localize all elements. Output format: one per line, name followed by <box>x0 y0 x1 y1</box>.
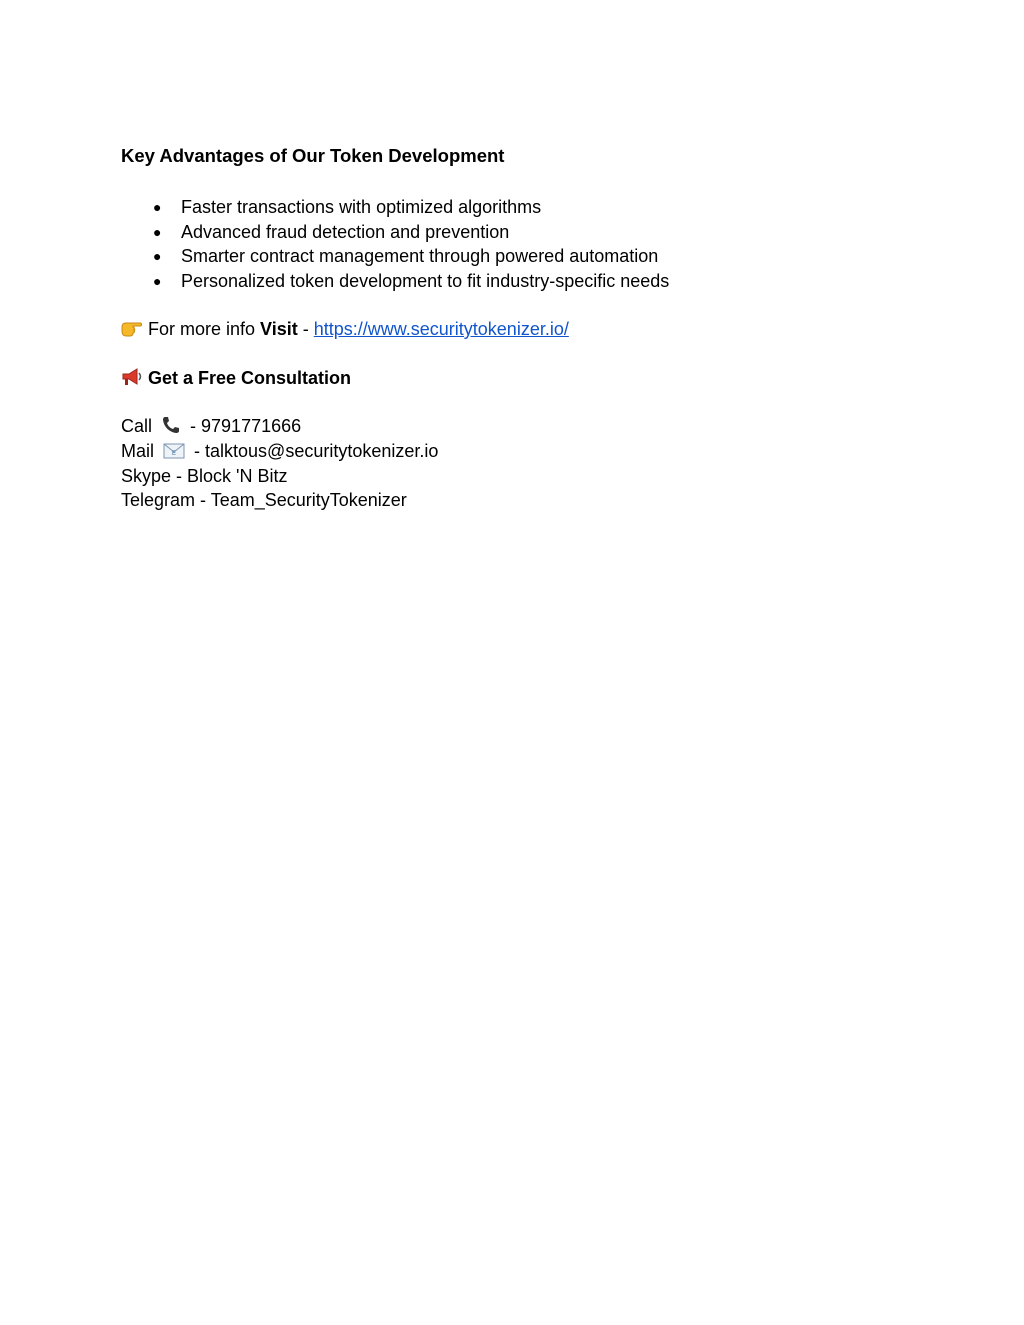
pointing-hand-icon <box>121 318 143 338</box>
list-item-text: Faster transactions with optimized algorithms <box>181 197 542 217</box>
call-value: - 9791771666 <box>185 416 302 436</box>
mail-value: - talktous@securitytokenizer.io <box>189 440 439 461</box>
megaphone-icon <box>121 367 143 387</box>
visit-line <box>121 317 921 342</box>
phone-icon <box>161 415 181 435</box>
bullet-icon: ● <box>153 223 162 240</box>
list-item-text: Personalized token development to fit industry-specific needs <box>181 270 670 291</box>
consultation-label: Get a Free Consultation <box>148 367 352 388</box>
call-line <box>121 414 921 439</box>
list-item <box>121 244 921 269</box>
website-link[interactable]: https://www.securitytokenizer.io/ <box>313 319 569 339</box>
mail-label: Mail <box>121 440 155 461</box>
email-icon <box>163 443 185 459</box>
list-item-text: Smarter contract management through powered automation <box>181 246 659 266</box>
mail-line <box>121 439 921 464</box>
list-item-text: Advanced fraud detection and prevention <box>181 221 510 242</box>
visit-bold-label: Visit <box>260 319 298 339</box>
section-heading: Key Advantages of Our Token Development <box>121 145 505 166</box>
bullet-icon: ● <box>153 248 162 264</box>
visit-prefix: For more info <box>148 319 261 339</box>
list-item <box>121 195 921 220</box>
skype-line: Skype - Block 'N Bitz <box>121 465 288 486</box>
svg-text:E: E <box>172 450 177 457</box>
advantages-list <box>121 195 921 293</box>
visit-separator: - <box>297 319 314 339</box>
call-label: Call <box>121 416 153 436</box>
document-content <box>121 143 921 513</box>
contact-details <box>121 414 921 513</box>
bullet-icon: ● <box>153 272 162 289</box>
list-item <box>121 220 921 245</box>
consultation-heading <box>121 366 921 391</box>
bullet-icon: ● <box>153 199 162 215</box>
list-item <box>121 269 921 294</box>
telegram-line: Telegram - Team_SecurityTokenizer <box>121 490 407 511</box>
